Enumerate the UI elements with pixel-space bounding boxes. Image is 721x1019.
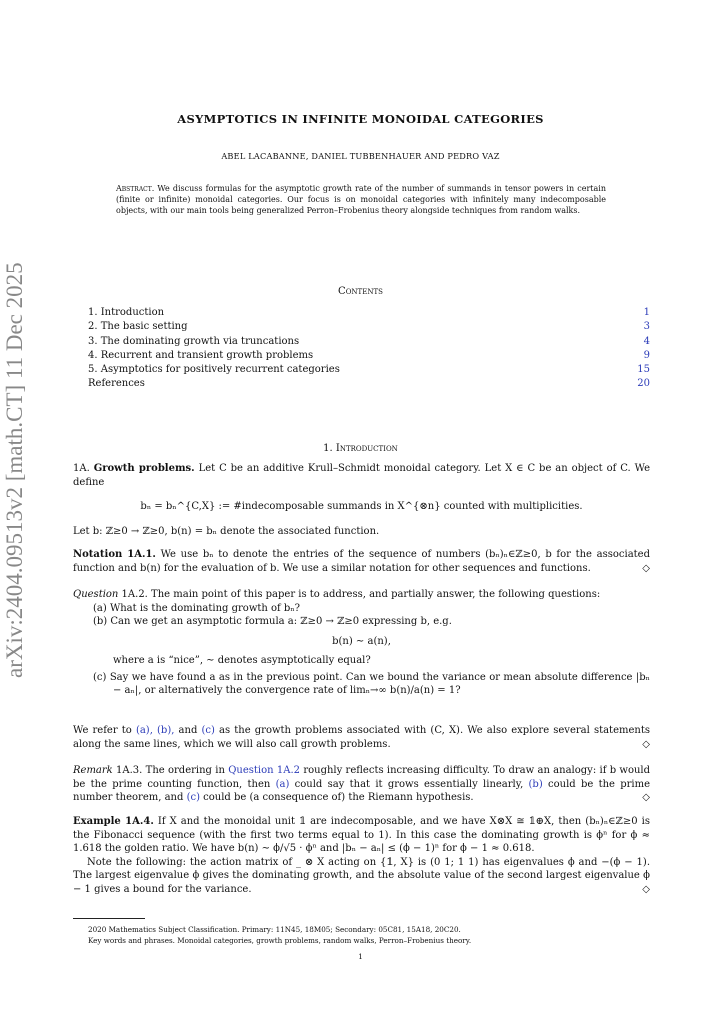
toc-label: 3. The dominating growth via truncations: [88, 335, 300, 347]
toc-label: 2. The basic setting: [88, 321, 188, 333]
question-item-b: (b) Can we get an asymptotic formula a: ℤ≥0 → ℤ≥0 expressing b, e.g.: [93, 616, 452, 627]
table-of-contents: [88, 306, 650, 392]
footnote-msc: 2020 Mathematics Subject Classification. Primary: 11N45, 18M05; Secondary: 05C81, 15A18, 20C20.: [88, 925, 461, 934]
remark-text: could be (a consequence of) the Riemann hypothesis.: [199, 792, 474, 803]
section-heading: 1. Introduction: [323, 443, 398, 454]
toc-label: 4. Recurrent and transient growth problems: [88, 349, 314, 361]
link-a-b[interactable]: (a), (b),: [135, 725, 175, 736]
toc-entry[interactable]: [88, 349, 650, 363]
remark-num: 1A.3.: [112, 765, 143, 776]
toc-label: 5. Asymptotics for positively recurrent categories: [88, 364, 340, 376]
toc-page[interactable]: 20: [637, 378, 650, 390]
toc-page[interactable]: 1: [643, 307, 650, 318]
question-item-a: (a) What is the dominating growth of bₙ?: [93, 602, 301, 614]
paper-title: ASYMPTOTICS IN INFINITE MONOIDAL CATEGORIES: [177, 112, 544, 126]
remark-text: roughly reflects increasing difficulty. To draw an analogy: if b would be the prime counting function, then: [73, 765, 651, 790]
display-equation-asymptotic: b(n) ∼ a(n),: [332, 635, 391, 647]
question-text: The main point of this paper is to address, and partially answer, the following questions:: [147, 589, 601, 600]
refer-text: and: [174, 725, 202, 736]
end-marker: ◇: [642, 562, 650, 574]
notation-block: [73, 548, 650, 575]
link-c[interactable]: (c): [201, 725, 215, 736]
para-text: Let C be an additive Krull–Schmidt monoidal category. Let X ∈ C be an object of C. We define: [73, 463, 651, 488]
toc-entry[interactable]: [88, 377, 650, 391]
toc-entry[interactable]: [88, 335, 650, 349]
question-block: [73, 588, 650, 698]
example-text-2: [73, 856, 650, 897]
end-marker: ◇: [642, 883, 650, 895]
para-label: 1A.: [73, 463, 90, 474]
toc-label: 1. Introduction: [88, 307, 165, 318]
toc-entry[interactable]: [88, 320, 650, 334]
example-text-2-content: Note the following: the action matrix of _ ⊗ X acting on {𝟙, X} is (0 1; 1 1) has eigenvalues ϕ and −(ϕ − 1). The largest eigenvalue ϕ gives the dominating growth, and the absolute value of the second largest eigenvalue ϕ − 1 gives a bound for the variance.: [73, 856, 650, 895]
example-text: If X and the monoidal unit 𝟙 are indecomposable, and we have X⊗X ≅ 𝟙⊕X, then (bₙ)ₙ∈ℤ≥0 is the Fibonacci sequence (with the first two terms equal to 1). In this case the dominating growth is ϕⁿ for ϕ ≈ 1.618 the golden ratio. We have b(n) ∼ ϕ/√5 · ϕⁿ and |bₙ − aₙ| ≤ (ϕ − 1)ⁿ for ϕ − 1 ≈ 0.618.: [73, 816, 650, 854]
link-question[interactable]: Question 1A.2: [228, 765, 301, 776]
remark-block: [73, 764, 650, 805]
arxiv-stamp: arXiv:2404.09513v2 [math.CT] 11 Dec 2025: [2, 262, 27, 678]
link-b[interactable]: (b): [528, 778, 543, 790]
remark-label: Remark: [73, 765, 113, 776]
link-c[interactable]: (c): [186, 792, 200, 803]
remark-text: could be the prime number theorem, and: [73, 778, 651, 803]
link-a[interactable]: (a): [275, 778, 290, 790]
remark-text: could say that it grows essentially linearly,: [289, 778, 529, 790]
contents-title: Contents: [338, 286, 383, 297]
toc-page[interactable]: 9: [643, 349, 650, 361]
footnote-keywords: Key words and phrases. Monoidal categories, growth problems, random walks, Perron–Frobenius theory.: [88, 936, 472, 945]
toc-page[interactable]: 3: [643, 321, 650, 333]
refer-paragraph: [73, 724, 650, 751]
remark-text: The ordering in: [142, 765, 229, 776]
abstract-text: We discuss formulas for the asymptotic growth rate of the number of summands in tensor powers in certain (finite or infinite) monoidal categories. Our focus is on monoidal categories with infinitely many indecomposable objects, with our main tools being generalized Perron–Frobenius theory alongside techniques from random walks.: [116, 184, 606, 216]
refer-text: as the growth problems associated with (C, X). We also explore several statements along the same lines, which we will also call growth problems.: [73, 725, 650, 750]
toc-page[interactable]: 15: [637, 364, 650, 376]
toc-label: References: [88, 378, 145, 390]
paragraph-function-b: Let b: ℤ≥0 → ℤ≥0, b(n) = bₙ denote the associated function.: [73, 526, 380, 537]
question-item-c: (c) Say we have found a as in the previous point. Can we bound the variance or mean absolute difference |bₙ − aₙ|, or alternatively the convergence rate of limₙ→∞ b(n)/a(n) = 1?: [93, 671, 650, 696]
toc-entry[interactable]: [88, 306, 650, 320]
authors: ABEL LACABANNE, DANIEL TUBBENHAUER AND PEDRO VAZ: [221, 151, 500, 161]
question-num: 1A.2.: [118, 589, 148, 600]
question-label: Question: [73, 589, 119, 600]
paragraph-growth-problems: [73, 462, 650, 489]
end-marker: ◇: [642, 738, 650, 750]
end-marker: ◇: [642, 792, 650, 803]
page-number: 1: [358, 952, 363, 961]
para-heading: Growth problems.: [93, 463, 195, 474]
example-label: Example 1A.4.: [73, 816, 154, 827]
question-intro: [73, 588, 650, 602]
display-equation-bn: bₙ = bₙ^{C,X} := #indecomposable summands in X^{⊗n} counted with multiplicities.: [140, 501, 583, 512]
notation-label: Notation 1A.1.: [73, 549, 156, 560]
notation-text: We use bₙ to denote the entries of the sequence of numbers (bₙ)ₙ∈ℤ≥0, b for the associated function and b(n) for the evaluation of b. We use a similar notation for other sequences and functions.: [73, 549, 651, 574]
toc-page[interactable]: 4: [643, 335, 650, 347]
footnote-rule: [73, 918, 145, 919]
question-item-b-cont: where a is “nice”, ∼ denotes asymptotically equal?: [113, 655, 371, 666]
toc-entry[interactable]: [88, 363, 650, 377]
refer-text: We refer to: [73, 725, 136, 736]
abstract: [116, 183, 606, 217]
example-block: [73, 815, 650, 896]
abstract-label: Abstract.: [116, 184, 155, 193]
